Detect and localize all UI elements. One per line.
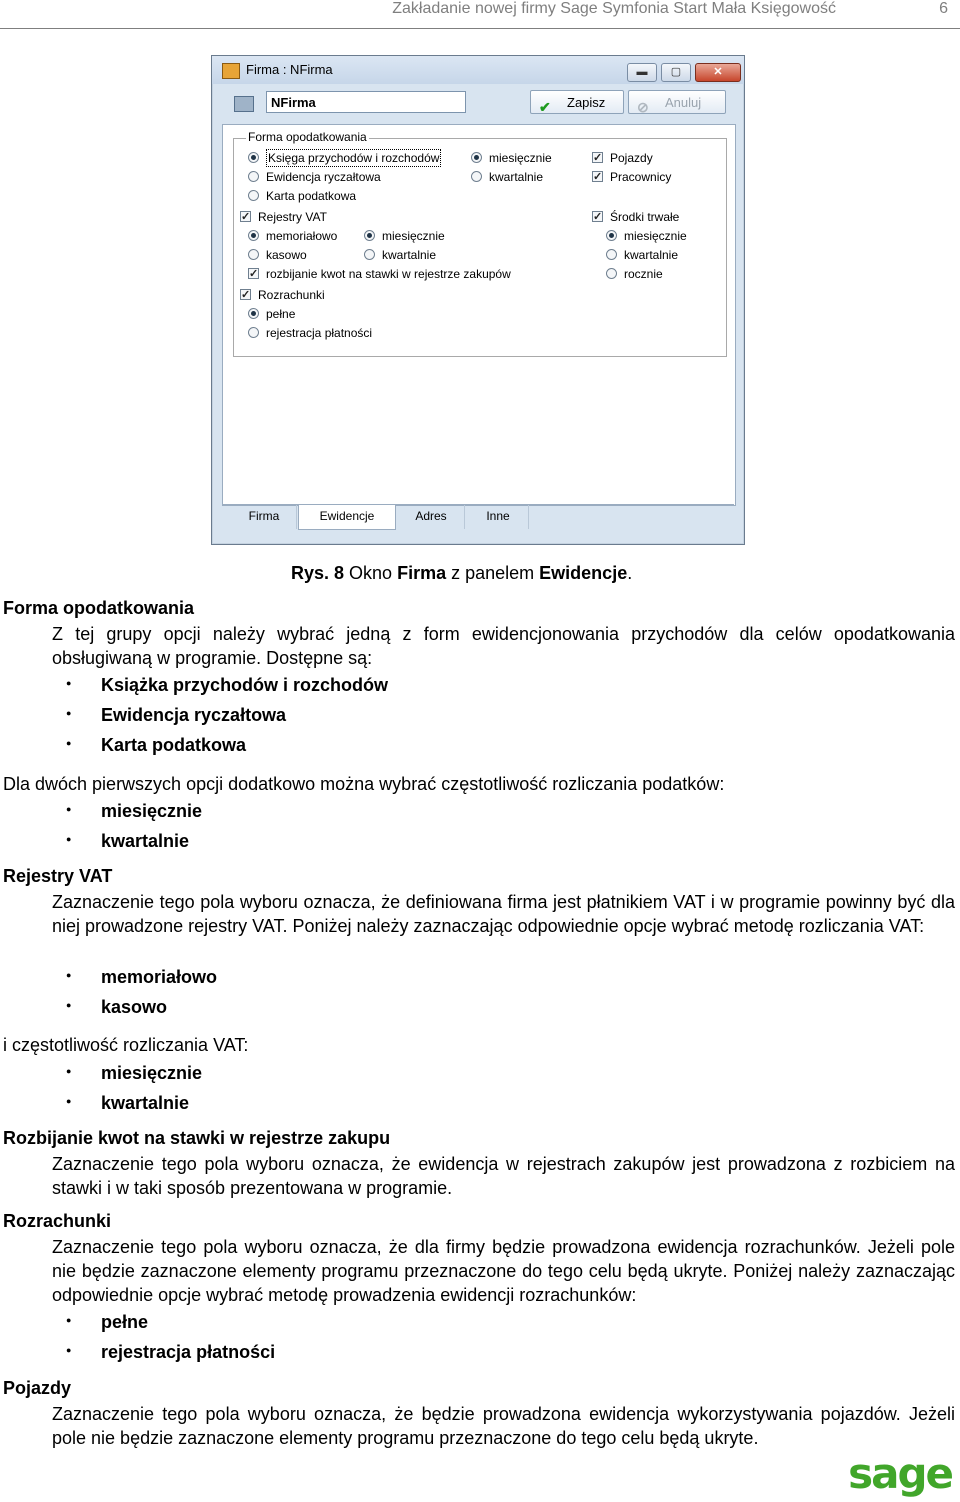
para-pojazdy: Zaznaczenie tego pola wyboru oznacza, że będzie prowadzona ewidencja wykorzystywania pojazdów. Jeżeli pole nie będzie zaznaczone elementy programu przeznaczone do tego celu będą ukryte.	[52, 1404, 955, 1448]
heading-rejestry: Rejestry VAT	[3, 866, 113, 886]
radio-st-monthly-label: miesięcznie	[624, 229, 687, 243]
checkbox-checked-icon	[592, 171, 603, 182]
heading-pojazdy: Pojazdy	[3, 1378, 72, 1398]
company-card-icon	[234, 96, 254, 112]
radio-memorialowo-label: memoriałowo	[266, 229, 338, 243]
window-titlebar[interactable]	[212, 56, 744, 84]
radio-selected-icon	[471, 152, 482, 163]
tab-firma[interactable]: Firma	[232, 505, 297, 529]
checkbox-checked-icon	[240, 211, 251, 222]
checkbox-srodki-label: Środki trwałe	[610, 210, 680, 224]
checkbox-rozbijanie-label: rozbijanie kwot na stawki w rejestrze zakupów	[266, 267, 511, 281]
heading-forma: Forma opodatkowania	[3, 598, 195, 618]
tab-adres[interactable]: Adres	[398, 505, 465, 529]
firma-window	[211, 55, 745, 545]
company-name-field[interactable]: NFirma	[266, 91, 466, 113]
radio-icon	[606, 249, 617, 260]
bullet-text: miesięcznie	[101, 801, 203, 821]
save-label: Zapisz	[567, 95, 606, 110]
tab-ewidencje[interactable]: Ewidencje	[298, 505, 396, 530]
radio-selected-icon	[248, 308, 259, 319]
header-title: Zakładanie nowej firmy Sage Symfonia Start Mała Księgowość	[392, 0, 836, 17]
bullet-text: memoriałowo	[101, 967, 218, 987]
save-button[interactable]	[530, 90, 624, 114]
radio-selected-icon	[248, 152, 259, 163]
caption-mid: z panelem	[446, 563, 540, 583]
bullet-text: pełne	[101, 1312, 149, 1332]
checkbox-rejestry-vat-label: Rejestry VAT	[258, 210, 327, 224]
heading-rozbijanie: Rozbijanie kwot na stawki w rejestrze zakupu	[3, 1128, 391, 1148]
radio-icon	[248, 171, 259, 182]
checkmark-icon: ✔	[539, 99, 551, 115]
checkbox-checked-icon	[240, 289, 251, 300]
radio-vat-quarterly-label: kwartalnie	[382, 248, 437, 262]
radio-icon	[471, 171, 482, 182]
radio-icon	[606, 268, 617, 279]
radio-vat-monthly-label: miesięcznie	[382, 229, 445, 243]
tab-inne[interactable]: Inne	[468, 505, 529, 529]
bullet-text: kasowo	[101, 997, 168, 1017]
radio-kasowo-label: kasowo	[266, 248, 307, 262]
checkbox-checked-icon	[592, 211, 603, 222]
page-number: 6	[939, 0, 948, 17]
radio-selected-icon	[606, 230, 617, 241]
app-icon	[222, 63, 240, 79]
radio-icon	[248, 190, 259, 201]
checkbox-pojazdy-label: Pojazdy	[610, 151, 653, 165]
radio-karta-label: Karta podatkowa	[266, 189, 357, 203]
checkbox-checked-icon	[592, 152, 603, 163]
page-header	[0, 0, 960, 29]
checkbox-pracownicy-label: Pracownicy	[610, 170, 672, 184]
bullet-text: Karta podatkowa	[101, 735, 247, 755]
maximize-button[interactable]: ▢	[661, 63, 691, 82]
heading-rozrachunki: Rozrachunki	[3, 1211, 112, 1231]
caption-ewidencje: Ewidencje	[539, 563, 628, 583]
window-title: Firma : NFirma	[246, 62, 333, 77]
radio-icon	[364, 249, 375, 260]
bullet-text: Ewidencja ryczałtowa	[101, 705, 287, 725]
caption-firma: Firma	[397, 563, 447, 583]
close-button[interactable]: ✕	[695, 63, 741, 82]
para-forma: Z tej grupy opcji należy wybrać jedną z form ewidencjonowania przychodów dla celów opodatkowania obsługiwaną w programie. Dostępne są:	[52, 624, 955, 668]
radio-tax-monthly-label: miesięcznie	[489, 151, 552, 165]
checkbox-checked-icon	[248, 268, 259, 279]
radio-st-quarterly-label: kwartalnie	[624, 248, 679, 262]
radio-icon	[248, 327, 259, 338]
radio-tax-quarterly-label: kwartalnie	[489, 170, 544, 184]
radio-ewidencja-label: Ewidencja ryczałtowa	[266, 170, 381, 184]
bullet-text: Książka przychodów i rozchodów	[101, 675, 389, 695]
radio-selected-icon	[364, 230, 375, 241]
bullet-text: miesięcznie	[101, 1063, 203, 1083]
caption-prefix: Rys. 8	[291, 563, 345, 583]
bullet-text: kwartalnie	[101, 1093, 190, 1113]
radio-pelne-label: pełne	[266, 307, 296, 321]
para-dwoch: Dla dwóch pierwszych opcji dodatkowo można wybrać częstotliwość rozliczania podatków:	[3, 774, 725, 794]
minimize-button[interactable]: ▬	[627, 63, 657, 82]
bullet-text: kwartalnie	[101, 831, 190, 851]
caption-dot: .	[627, 563, 633, 583]
para-czestotliwosc: i częstotliwość rozliczania VAT:	[3, 1035, 249, 1055]
checkbox-rozrachunki-label: Rozrachunki	[258, 288, 325, 302]
sage-logo: sage	[848, 1449, 952, 1498]
radio-selected-icon	[248, 230, 259, 241]
radio-ksiega-label: Księga przychodów i rozchodów	[268, 151, 440, 165]
cancel-label: Anuluj	[665, 95, 702, 110]
bullet-text: rejestracja płatności	[101, 1342, 276, 1362]
caption-okno: Okno	[344, 563, 398, 583]
para-rozrachunki: Zaznaczenie tego pola wyboru oznacza, że dla firmy będzie prowadzona ewidencja rozrachunków. Jeżeli pole nie będzie zaznaczone elementy programu przeznaczone do tego celu będą ukryte. Poniżej należy zaznaczając odpowiednie opcje wybrać metodę prowadzenia ewidencji rozrachunków:	[52, 1237, 955, 1305]
para-rejestry: Zaznaczenie tego pola wyboru oznacza, że definiowana firma jest płatnikiem VAT i w programie powinny być dla niej prowadzone rejestry VAT. Poniżej należy zaznaczając odpowiednie opcje wybrać metodę rozliczania VAT:	[52, 892, 955, 936]
tax-form-group	[233, 130, 727, 357]
figure-caption	[291, 563, 632, 584]
group-legend: Forma opodatkowania	[248, 130, 367, 144]
toolbar	[222, 88, 734, 118]
para-rozbijanie: Zaznaczenie tego pola wyboru oznacza, że ewidencja w rejestrach zakupów jest prowadzona z rozbiciem na stawki i w taki sposób prezentowana w programie.	[52, 1154, 955, 1198]
radio-icon	[248, 249, 259, 260]
cancel-icon: ⊘	[637, 99, 649, 115]
radio-rejestracja-label: rejestracja płatności	[266, 326, 373, 340]
cancel-button[interactable]	[628, 90, 726, 114]
ewidencje-panel	[222, 124, 736, 506]
tab-strip	[222, 504, 734, 535]
radio-st-yearly-label: rocznie	[624, 267, 663, 281]
